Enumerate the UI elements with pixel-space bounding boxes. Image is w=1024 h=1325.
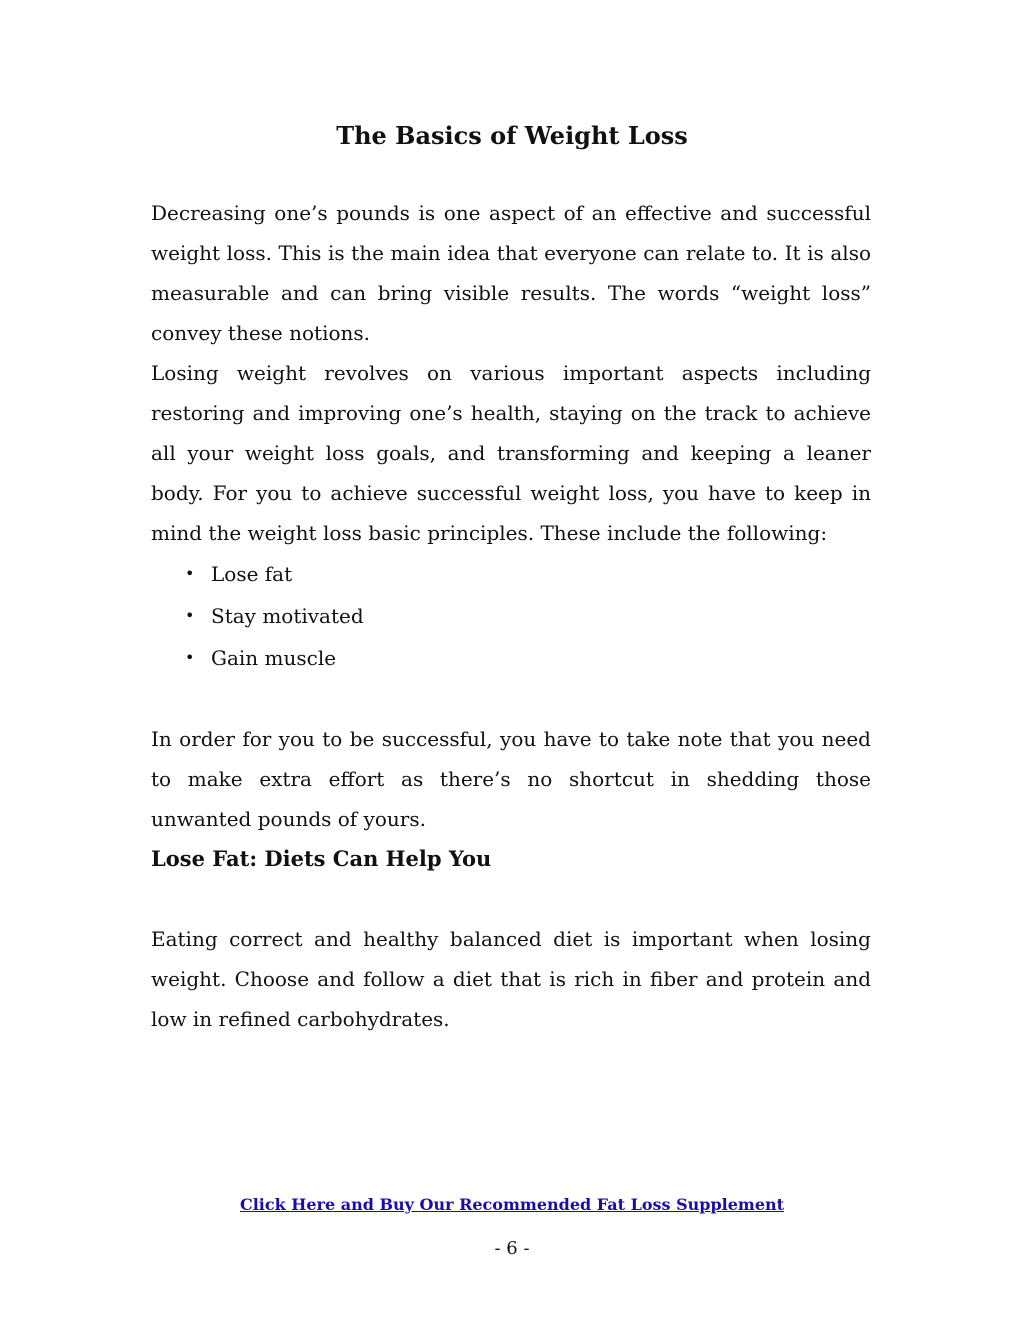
document-body (151, 193, 871, 1039)
list-item-text: Gain muscle (211, 646, 337, 670)
list-item-text: Stay motivated (211, 604, 364, 628)
bullet-icon: • (185, 606, 195, 625)
bullet-icon: • (185, 648, 195, 667)
paragraph-aspects: Losing weight revolves on various important aspects including restoring and improving one’s health, staying on the track to achieve all your weight loss goals, and transforming and keeping a leaner body. For you to achieve successful weight loss, you have to keep in mind the weight loss basic principles. These include the following: (151, 361, 871, 545)
list-item (151, 637, 871, 679)
list-item (151, 553, 871, 595)
footer-link-container (0, 1192, 1024, 1218)
supplement-link[interactable]: Click Here and Buy Our Recommended Fat Loss Supplement (239, 1195, 785, 1214)
principles-list (151, 553, 871, 679)
list-item (151, 595, 871, 637)
page-title: The Basics of Weight Loss (336, 121, 688, 150)
list-item-text: Lose fat (211, 562, 293, 586)
paragraph-effort: In order for you to be successful, you have to take note that you need to make extra effort as there’s no shortcut in shedding those unwanted pounds of yours. (151, 727, 871, 831)
paragraph-intro: Decreasing one’s pounds is one aspect of an effective and successful weight loss. This is the main idea that everyone can relate to. It is also measurable and can bring visible results. The words “weight loss” convey these notions. (151, 201, 871, 345)
paragraph-diet: Eating correct and healthy balanced diet is important when losing weight. Choose and follow a diet that is rich in fiber and protein and low in refined carbohydrates. (151, 927, 871, 1031)
page-number: - 6 - (494, 1238, 530, 1259)
bullet-icon: • (185, 564, 195, 583)
section-heading: Lose Fat: Diets Can Help You (151, 846, 492, 871)
